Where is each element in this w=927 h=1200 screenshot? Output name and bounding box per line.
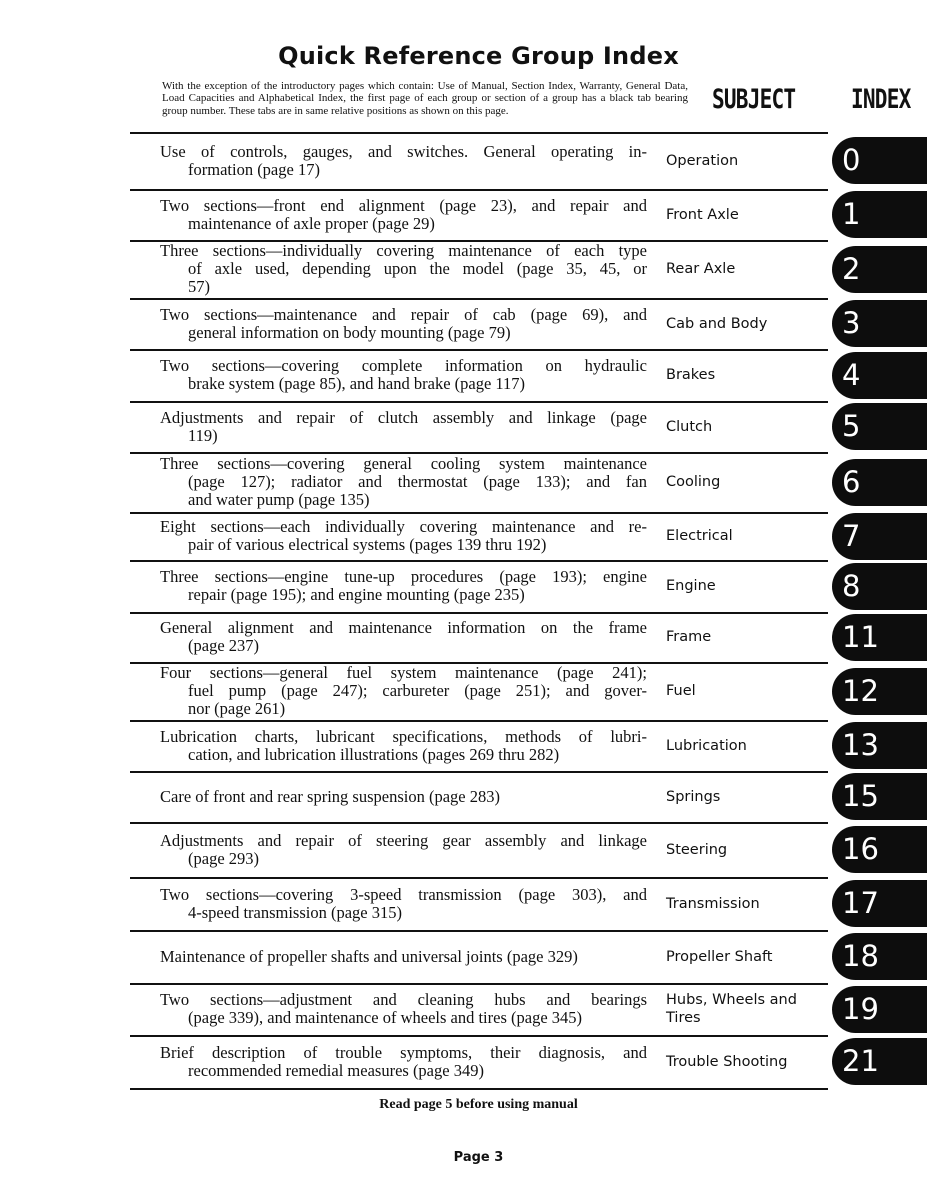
group-description <box>160 306 647 342</box>
intro-paragraph: With the exception of the introductory pages which contain: Use of Manual, Section Index, Warranty, General Data, Load Capacities and Alphabetical Index, the first page of each group or section of a group has a black tab bearing group number. These tabs are in same relative positions as shown on this page. <box>162 80 688 117</box>
group-subject: Hubs, Wheels and Tires <box>666 992 797 1026</box>
index-column-header: INDEX <box>851 84 911 115</box>
description-line: Two sections—adjustment and cleaning hubs and bearings <box>160 990 647 1009</box>
group-description <box>160 242 647 296</box>
group-subject: Propeller Shaft <box>666 948 773 965</box>
group-tab-7[interactable]: 7 <box>832 513 927 560</box>
group-subject: Electrical <box>666 528 733 544</box>
description-line: Three sections—covering general cooling system maintenance <box>160 454 647 473</box>
row-divider <box>130 401 828 403</box>
row-divider <box>130 1035 828 1037</box>
description-line: Maintenance of propeller shafts and universal joints (page 329) <box>160 946 578 966</box>
description-line: Two sections—front end alignment (page 23), and repair and <box>160 195 647 215</box>
description-line: maintenance of axle proper (page 29) <box>188 213 435 233</box>
group-tab-15[interactable]: 15 <box>832 773 927 820</box>
group-tab-12[interactable]: 12 <box>832 668 927 715</box>
description-line: 57) <box>188 277 210 296</box>
description-line: 119) <box>188 425 218 445</box>
description-line: Lubrication charts, lubricant specifications, methods of lubri- <box>160 726 647 746</box>
group-subject: Engine <box>666 578 716 594</box>
description-line: formation (page 17) <box>188 159 320 179</box>
row-divider <box>130 132 828 134</box>
description-line: Use of controls, gauges, and switches. General operating in- <box>160 141 647 161</box>
row-divider <box>130 612 828 614</box>
group-subject: Operation <box>666 152 739 169</box>
group-subject: Front Axle <box>666 206 739 223</box>
group-tab-21[interactable]: 21 <box>832 1038 927 1085</box>
group-tab-1[interactable]: 1 <box>832 191 927 238</box>
row-divider <box>130 189 828 191</box>
description-line: (page 127); radiator and thermostat (page 133); and fan <box>188 472 647 491</box>
subject-column-header: SUBJECT <box>712 84 796 115</box>
group-description <box>160 518 647 554</box>
description-line: Two sections—covering 3-speed transmission (page 303), and <box>160 884 647 904</box>
row-divider <box>130 560 828 562</box>
group-subject: Transmission <box>666 895 760 912</box>
group-tab-16[interactable]: 16 <box>832 826 927 873</box>
description-line: Two sections—maintenance and repair of cab (page 69), and <box>160 304 647 324</box>
description-line: Brief description of trouble symptoms, their diagnosis, and <box>160 1042 647 1062</box>
page-title: Quick Reference Group Index <box>278 42 679 70</box>
group-description <box>160 832 647 868</box>
group-description <box>160 357 647 393</box>
description-line: 4-speed transmission (page 315) <box>188 902 402 922</box>
row-divider <box>130 877 828 879</box>
group-description <box>160 409 647 445</box>
description-line: cation, and lubrication illustrations (pages 269 thru 282) <box>188 744 560 764</box>
description-line: Four sections—general fuel system maintenance (page 241); <box>160 663 647 682</box>
group-tab-2[interactable]: 2 <box>832 246 927 293</box>
description-line: nor (page 261) <box>188 699 286 718</box>
group-tab-8[interactable]: 8 <box>832 563 927 610</box>
group-description <box>160 788 647 806</box>
group-tab-19[interactable]: 19 <box>832 986 927 1033</box>
group-description <box>160 455 647 509</box>
group-subject: Rear Axle <box>666 261 736 277</box>
group-subject: Steering <box>666 841 728 858</box>
row-divider <box>130 1088 828 1090</box>
description-line: and water pump (page 135) <box>188 490 370 509</box>
description-line: Adjustments and repair of steering gear assembly and linkage <box>160 830 647 850</box>
group-description <box>160 664 647 718</box>
row-divider <box>130 983 828 985</box>
group-subject: Frame <box>666 629 712 645</box>
group-description <box>160 197 647 233</box>
row-divider <box>130 349 828 351</box>
description-line: Two sections—covering complete information on hydraulic <box>160 356 647 375</box>
group-subject: Clutch <box>666 418 713 435</box>
group-description <box>160 619 647 655</box>
description-line: Three sections—individually covering maintenance of each type <box>160 241 647 260</box>
group-subject: Cab and Body <box>666 315 768 332</box>
group-tab-4[interactable]: 4 <box>832 352 927 399</box>
row-divider <box>130 822 828 824</box>
description-line: (page 293) <box>188 848 260 868</box>
footer-note: Read page 5 before using manual <box>379 1097 578 1112</box>
group-description <box>160 568 647 604</box>
group-tab-17[interactable]: 17 <box>832 880 927 927</box>
group-description <box>160 991 647 1027</box>
description-line: Adjustments and repair of clutch assembly and linkage (page <box>160 407 647 427</box>
description-line: general information on body mounting (page 79) <box>188 322 511 342</box>
description-line: General alignment and maintenance information on the frame <box>160 618 647 637</box>
description-line: (page 237) <box>188 636 260 655</box>
group-tab-11[interactable]: 11 <box>832 614 927 661</box>
group-tab-6[interactable]: 6 <box>832 459 927 506</box>
group-description <box>160 143 647 179</box>
row-divider <box>130 930 828 932</box>
group-subject: Trouble Shooting <box>666 1053 788 1070</box>
page-number: Page 3 <box>453 1150 504 1165</box>
group-description <box>160 728 647 764</box>
group-subject: Brakes <box>666 367 716 383</box>
row-divider <box>130 512 828 514</box>
group-description <box>160 886 647 922</box>
row-divider <box>130 298 828 300</box>
group-subject: Cooling <box>666 474 721 490</box>
group-tab-5[interactable]: 5 <box>832 403 927 450</box>
group-subject: Fuel <box>666 683 696 699</box>
row-divider <box>130 771 828 773</box>
description-line: repair (page 195); and engine mounting (page 235) <box>188 585 525 604</box>
group-tab-18[interactable]: 18 <box>832 933 927 980</box>
group-description <box>160 1044 647 1080</box>
description-line: fuel pump (page 247); carbureter (page 251); and gover- <box>188 681 647 700</box>
row-divider <box>130 720 828 722</box>
description-line: of axle used, depending upon the model (page 35, 45, or <box>188 259 647 278</box>
description-line: Eight sections—each individually covering maintenance and re- <box>160 517 647 536</box>
group-subject: Springs <box>666 788 721 805</box>
description-line: brake system (page 85), and hand brake (page 117) <box>188 374 526 393</box>
description-line: Care of front and rear spring suspension (page 283) <box>160 786 500 806</box>
group-subject: Lubrication <box>666 737 747 754</box>
group-tab-0[interactable]: 0 <box>832 137 927 184</box>
description-line: pair of various electrical systems (pages 139 thru 192) <box>188 535 547 554</box>
group-description <box>160 948 647 966</box>
group-tab-13[interactable]: 13 <box>832 722 927 769</box>
description-line: (page 339), and maintenance of wheels and tires (page 345) <box>188 1008 583 1027</box>
description-line: recommended remedial measures (page 349) <box>188 1060 484 1080</box>
group-tab-3[interactable]: 3 <box>832 300 927 347</box>
description-line: Three sections—engine tune-up procedures (page 193); engine <box>160 567 647 586</box>
